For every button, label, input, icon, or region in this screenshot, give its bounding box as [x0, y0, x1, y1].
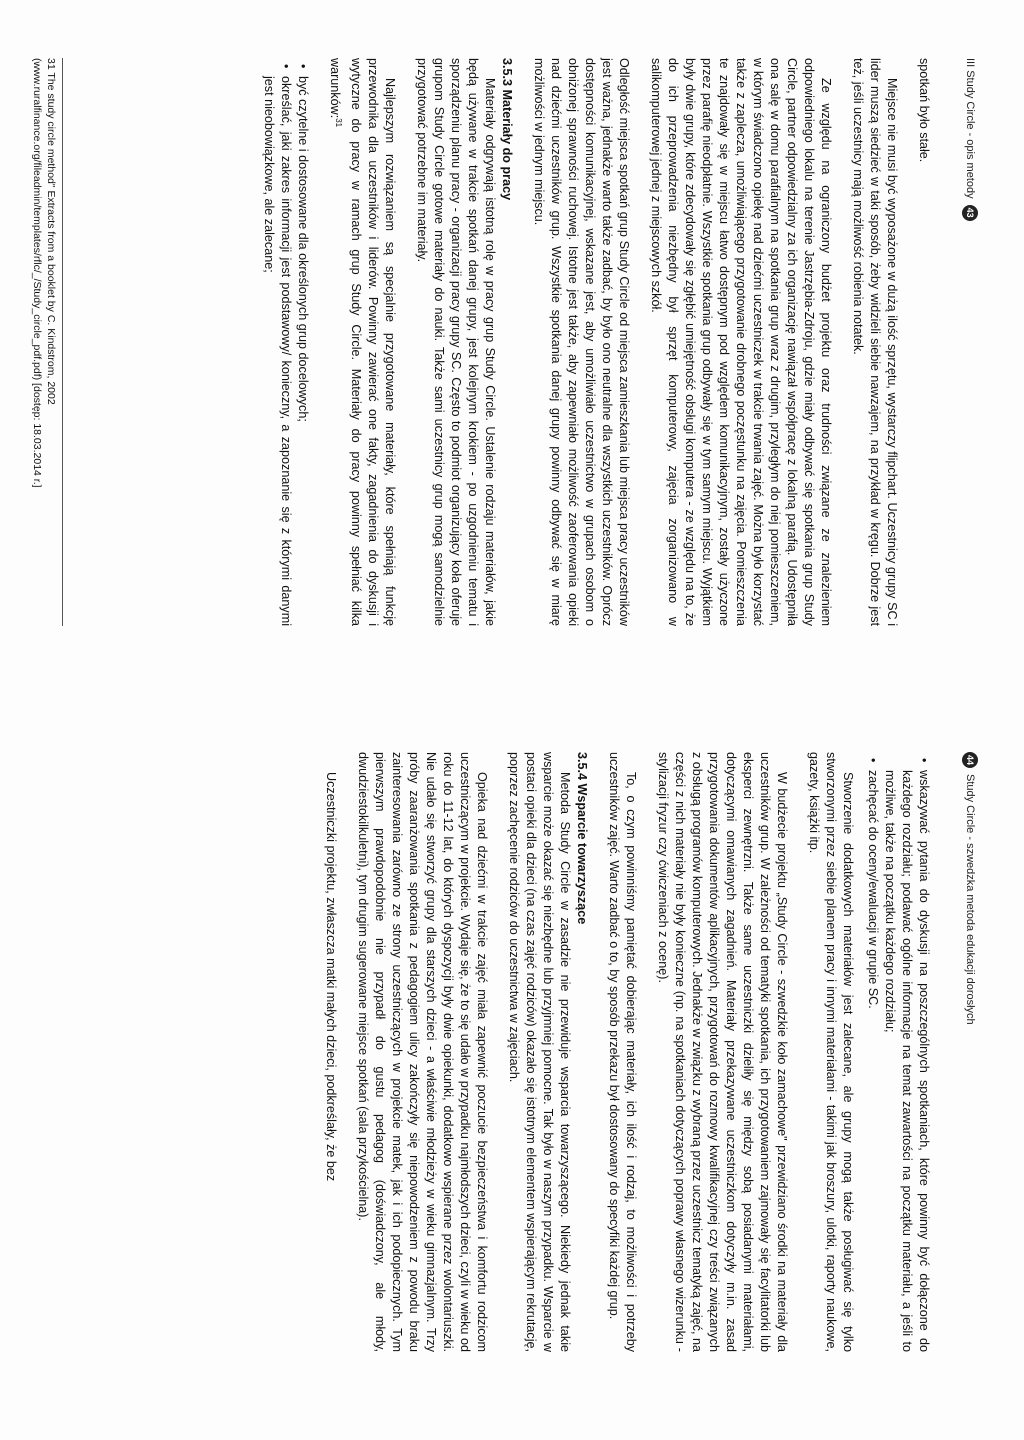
header-text: Study Circle - szwedzka metoda edukacji dorosłych — [964, 774, 976, 1025]
paragraph: W budżecie projektu „Study Circle - szwedzkie koło zamachowe" przewidziano środki na materiały dla uczestników grup. W zależności od tematyki spotkania, ich przygotowaniem zajmowały się facylitatorki lub eksperci zewnętrzni. Także same uczestniczki dzieliły się między sobą posiadanymi materiałami, dotyczącymi omawianych zagadnień. Materiały przekazywane uczestniczkom dotyczyły m.in. zasad przygotowania dokumentów aplikacyjnych, przygotowań do rozmowy kwalifikacyjnej czy treści związanych z obsługą programów komputerowych. Jednakże w związku z wybraną przez uczestnicz tematyką zajęć, na części z nich materiały nie były konieczne (np. na spotkaniach dotyczących poprawy własnego wizerunku - stylizacji fryzur czy ćwiczeniach z ocenę). — [656, 752, 789, 1352]
section-heading: 3.5.4 Wsparcie towarzyszące — [575, 752, 589, 925]
page-44 — [0, 720, 1024, 1440]
footnote-ref: 31 — [334, 118, 343, 128]
header-text: III Study Circle - opis metody — [964, 58, 976, 199]
running-header — [962, 58, 978, 221]
section-heading: 3.5.3 Materiały do pracy — [500, 58, 514, 201]
paragraph: Stworzenie dodatkowych materiałów jest zalecane, ale grupy mogą także posługiwać się tylko stworzonymi przez siebie planem pracy i innymi materiałami - takimi jak broszury, ulotki, raporty naukowe, gazety, książki itp. — [807, 752, 855, 1352]
page-number: 44 — [962, 752, 978, 768]
page-number: 43 — [962, 205, 978, 221]
bullet-list — [260, 58, 311, 626]
running-header — [962, 752, 978, 1025]
paragraph: Odległość miejsca spotkań grup Study Circle od miejsca zamieszkania lub miejsca pracy uczestników jest ważna, jednakże warto także zadbać, by było ono neutralne dla wszystkich uczestników. Oprócz dostępności komunikacyjnej, wskazane jest, aby umożliwiało uczestnictwo w grupach osobom o obniżonej sprawności ruchowej. Istotne jest także, aby zapewniało możliwość zaoferowania opieki nad dziećmi uczestników grup. Wszystkie spotkania danej grupy powinny odbywać się w miarę możliwości w jednym miejscu. — [532, 58, 631, 626]
paragraph: Opieka nad dziećmi w trakcie zajęć miała zapewnić poczucie bezpieczeństwa i komfortu rodzicom uczestniczącym w projekcie. Wydaje się, że to się udało w przypadku najmłodszych dzieci, czyli w wieku od roku do 11-12 lat, do których dyspozycji były dwie opiekunki, dodatkowo wspierane przez wolontariuszki. Nie udało się stworzyć grupy dla starszych dzieci - a właściwie młodzieży w wieku gimnazjalnym. Trzy próby zaaranżowania spotkania z pedagogiem ulicy zakończyły się niepowodzeniem z powodu braku zainteresowania zarówno ze strony uczestniczących w projekcie matek, jak i ich podopiecznych. Tym pierwszym prawdopodobnie nie przypadł do gustu pedagog (doświadczony, ale młody, dwudziestokilkuletni), tym drugim sugerowane miejsce spotkań (sala przykościelna). — [356, 752, 489, 1352]
paragraph: Ze względu na ograniczony budżet projektu oraz trudności związane ze znalezieniem odpowiedniego lokalu na terenie Jastrzębia-Zdroju, gdzie miały odbywać się spotkania grup Study Circle, partner odpowiedzialny za ich organizację nawiązał współpracę z lokalną parafią. Udostępniła ona salę w domu parafialnym na spotkania grup wraz z drugim, przyległym do niej pomieszczeniem, w którym świadczono opiekę nad dziećmi uczestniczek w trakcie trwania zajęć. Można było korzystać także z zaplecza, umożliwiającego przygotowanie drobnego poczęstunku na zajęcia. Pomieszczenia te znajdowały się w miejscu łatwo dostępnym pod względem komunikacyjnym, zostały użyczone przez parafię nieodpłatnie. Wszystkie spotkania grup odbywały się w tym samym miejscu. Wyjątkiem były dwie grupy, które zdecydowały się zgłębić umiejętność obsługi komputera - ze względu na to, że do ich przeprowadzenia niezbędny był sprzęt komputerowy, zajęcia zorganizowano w salikomputerowej jednej z miejscowych szkół. — [649, 58, 833, 626]
page-body — [40, 58, 932, 626]
list-item: • być czytelne i dostosowane dla określonych grup docelowych; — [294, 76, 311, 626]
paragraph: Materiały odgrywają istotną rolę w pracy grup Study Circle. Ustalenie rodzaju materiałów, jakie będą używane w trakcie spotkań danej grupy, jest kolejnym krokiem - po uzgodnieniu tematu i sporządzeniu planu pracy - organizacji pracy grupy SC. Często to podmiot organizujący koła oferuje grupom Study Circle gotowe materiały do nauki. Także sami uczestnicy grup mogą samodzielnie przygotować potrzebne im materiały. — [415, 58, 497, 626]
paragraph-text: Najlepszym rozwiązaniem są specjalnie przygotowane materiały, które spełniają funkcję przewodnika dla uczestników i liderów. Powinny zawierać one fakty, zagadnienia do dyskusji i wytyczne do pracy w ramach grup Study Circle. Materiały do pracy powinny spełniać kilka warunków: — [327, 58, 397, 626]
list-item: • wskazywać pytania do dyskusji na poszczególnych spotkaniach, które powinny być dołączone do każdego rozdziału; podawać ogólne informacje na temat zawartości na początku materiału, a jeśli to możliwe, także na początku każdego rozdziału; — [881, 770, 932, 1352]
paragraph: Uczestniczki projektu, zwłaszcza matki małych dzieci, podkreślały, że bez — [324, 772, 338, 1182]
list-item: • zachęcać do oceny/ewaluacji w grupie SC. — [864, 770, 881, 1352]
page-body — [40, 752, 932, 1352]
paragraph — [326, 58, 398, 626]
list-item: • określać, jaki zakres informacji jest podstawowy/ konieczny, a zapoznanie się z którymi danymi jest nieobowiązkowe, ale zalecane; — [260, 76, 294, 626]
paragraph: spotkań było stałe. — [917, 58, 931, 163]
footnote: 31 The study circle method" Extracts from a booklet by C. Kindstrom, 2002 (www.ruralfinance.org/fileadmin/templates/rflc/_/Study_circle_pdf.pdf) [dostęp: 18.03.2014 r.] — [30, 58, 63, 626]
paragraph: Metoda Study Circle w zasadzie nie przewiduje wsparcia towarzyszącego. Niekiedy jednak takie wsparcie może okazać się niezbędne lub przyjmniej pomocne. Tak było w naszym przypadku. Wsparcie w postaci opieki dla dzieci (na czas zajęć rodziców) okazało się istotnym elementem wspierającym rekrutację, poprzez zachęcenie rodziców do uczestnictwa w zajęciach. — [507, 752, 572, 1352]
paragraph: Miejsce nie musi być wyposażone w dużą ilość sprzętu, wystarczy flipchart. Uczestnicy grupy SC i lider muszą siedzieć w taki sposób, żeby widzieli siebie nawzajem, na przykład w kręgu. Dobrze jest też, jeśli uczestnicy mają możliwość robienia notatek. — [851, 58, 899, 626]
bullet-list — [864, 752, 932, 1352]
paragraph: To, o czym powinniśmy pamiętać dobierając materiały, ich ilość i rodzaj, to możliwości i potrzeby uczestników zajęć. Warto zadbać o to, by sposób przekazu był dostosowany do specyfiki każdej grup. — [607, 752, 638, 1352]
